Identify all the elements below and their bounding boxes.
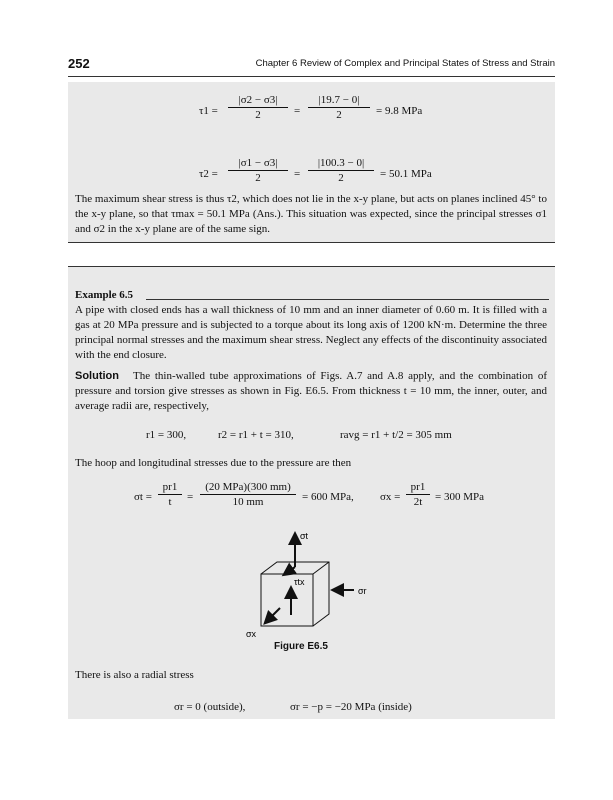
- tau1-num1: |σ2 − σ3|: [228, 94, 288, 108]
- tau2-num1: |σ1 − σ3|: [228, 157, 288, 171]
- sigma-x-arrow: [266, 608, 280, 622]
- tau2-eq: =: [294, 168, 301, 180]
- sigma-t-fraction-1: [158, 481, 182, 508]
- sigma-x-num1: pr1: [406, 481, 430, 495]
- page-header: [68, 56, 555, 77]
- tau2-result: = 50.1 MPa: [380, 168, 432, 180]
- radial-inside: σr = −p = −20 MPa (inside): [290, 701, 412, 713]
- tau2-den1: 2: [255, 172, 261, 184]
- tau2-lhs: τ2 =: [199, 168, 218, 180]
- radius-ravg: ravg = r1 + t/2 = 305 mm: [340, 429, 452, 441]
- solution-paragraph: [75, 369, 547, 414]
- sigma-t-num2: (20 MPa)(300 mm): [200, 481, 296, 495]
- shear-stress-box: [68, 82, 555, 243]
- figure-caption: Figure E6.5: [274, 641, 328, 652]
- sigma-t-eq: =: [187, 491, 194, 503]
- sigma-r-label: σr: [358, 586, 367, 596]
- tau1-result: = 9.8 MPa: [376, 105, 423, 117]
- sigma-t-num1: pr1: [158, 481, 182, 495]
- radial-outside: σr = 0 (outside),: [174, 701, 246, 713]
- sigma-t-fraction-2: [200, 481, 296, 508]
- solution-label: Solution: [75, 370, 119, 382]
- radius-r2: r2 = r1 + t = 310,: [218, 429, 294, 441]
- example-title: Example 6.5: [75, 289, 134, 301]
- chapter-title: Chapter 6 Review of Complex and Principal States of Stress and Strain: [255, 58, 555, 69]
- sigma-t-result: = 600 MPa,: [302, 491, 354, 503]
- tau1-fraction-2: [308, 94, 370, 121]
- tau2-den2: 2: [338, 172, 344, 184]
- tau2-fraction-1: [228, 157, 288, 184]
- solution-text: The thin-walled tube approximations of Figs. A.7 and A.8 apply, and the combination of pressure and torsion give stresses as shown in Fig. E6.5. From thickness t = 10 mm, the inner, outer, and average radii are, respectively,: [75, 370, 547, 412]
- sigma-t-lhs: σt =: [134, 491, 152, 503]
- tau1-den1: 2: [255, 109, 261, 121]
- max-shear-paragraph: The maximum shear stress is thus τ2, which does not lie in the x-y plane, but acts on planes inclined 45° to the x-y plane, so that τmax = 50.1 MPa (Ans.). This situation was expected, since the principal stresses σ1 and σ2 in the x-y plane are of the same sign.: [75, 193, 547, 235]
- example-problem: A pipe with closed ends has a wall thickness of 10 mm and an inner diameter of 0.60 m. It is filled with a gas at 20 MPa pressure and is subjected to a torque about its long axis of 1200 kN·m. Determine the three principal normal stresses and the maximum shear stress. Neglect any effects of the discontinuity associated with the end closure.: [75, 304, 547, 361]
- stress-element-figure: [228, 529, 378, 639]
- tau2-num2: |100.3 − 0|: [308, 157, 374, 171]
- sigma-x-label: σx: [246, 629, 257, 639]
- hoop-intro: The hoop and longitudinal stresses due to the pressure are then: [75, 457, 352, 469]
- tau1-num2: |19.7 − 0|: [308, 94, 370, 108]
- radius-r1: r1 = 300,: [146, 429, 187, 441]
- tau1-fraction-1: [228, 94, 288, 121]
- tau-top-arrow: [285, 567, 295, 574]
- example-box: [68, 266, 555, 719]
- sigma-x-den1: 2t: [413, 496, 423, 508]
- sigma-t-den1: t: [168, 496, 172, 508]
- sigma-t-label: σt: [300, 531, 309, 541]
- cube-top-right-edge: [313, 562, 329, 574]
- radial-intro: There is also a radial stress: [75, 669, 194, 681]
- tau2-fraction-2: [308, 157, 374, 184]
- sigma-t-den2: 10 mm: [232, 496, 264, 508]
- sigma-x-lhs: σx =: [380, 491, 401, 503]
- tau-tx-label: τtx: [294, 577, 305, 587]
- tau1-eq: =: [294, 105, 301, 117]
- tau1-den2: 2: [336, 109, 342, 121]
- tau1-lhs: τ1 =: [199, 105, 218, 117]
- page-number: 252: [68, 56, 90, 71]
- example-title-rule: [146, 299, 549, 300]
- sigma-x-fraction: [406, 481, 430, 508]
- sigma-x-result: = 300 MPa: [435, 491, 484, 503]
